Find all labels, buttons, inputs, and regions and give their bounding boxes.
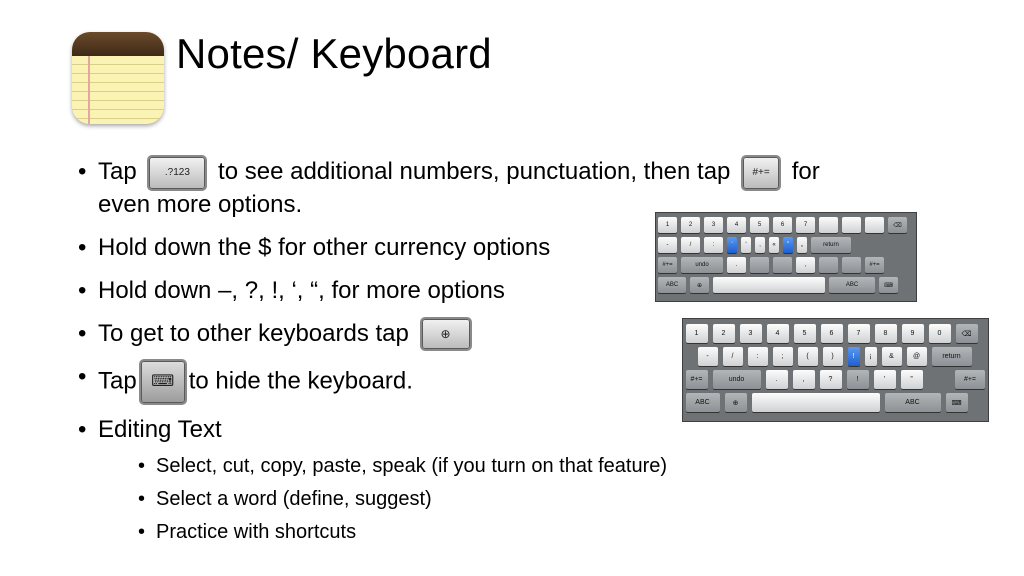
kbd-key: 5 (750, 217, 769, 233)
kbd-key (842, 257, 861, 273)
kbd-popup-key: ¡ (865, 347, 877, 366)
kbd-key: 6 (821, 324, 843, 343)
kbd-key: / (723, 347, 743, 366)
kbd-key: 0 (929, 324, 951, 343)
globe-key-icon: ⊕ (422, 319, 470, 349)
kbd-key: / (681, 237, 700, 253)
kbd-key: 6 (773, 217, 792, 233)
kbd-space-key (752, 393, 880, 412)
kbd-key: 9 (902, 324, 924, 343)
kbd-key: 7 (848, 324, 870, 343)
kbd-globe-key: ⊕ (725, 393, 747, 412)
kbd-symbols-key: #+= (686, 370, 708, 389)
kbd-key: 5 (794, 324, 816, 343)
kbd-key: ’ (874, 370, 896, 389)
kbd-key: 4 (727, 217, 746, 233)
keyboard-screenshot-punctuation-popups (655, 212, 917, 302)
bullet-editing-text: • Editing Text • Select, cut, copy, paste, speak (if you turn on that feature) • Select a word (define, suggest) • Practice with shortcuts (78, 414, 928, 546)
kbd-popup-highlight: ! (848, 347, 860, 366)
kbd-key: ( (798, 347, 818, 366)
kbd-popup-key: ‚ (755, 237, 765, 253)
kbd-key: 3 (704, 217, 723, 233)
kbd-key (819, 257, 838, 273)
kbd-key: ; (773, 347, 793, 366)
sub-bullet-practice: • Practice with shortcuts (138, 518, 928, 546)
notes-app-icon (72, 32, 164, 124)
kbd-popup-key: „ (797, 237, 807, 253)
kbd-key: : (704, 237, 723, 253)
bullet-hide-keyboard: • Tap ⌨ to hide the keyboard. (78, 361, 928, 403)
kbd-return-key: return (932, 347, 972, 366)
kbd-abc-key: ABC (686, 393, 720, 412)
kbd-symbols-key: #+= (955, 370, 985, 389)
kbd-key: 2 (681, 217, 700, 233)
kbd-undo-key: undo (681, 257, 723, 273)
kbd-abc-key: ABC (658, 277, 686, 293)
kbd-key: , (796, 257, 815, 273)
sub-bullet-define: • Select a word (define, suggest) (138, 485, 928, 513)
kbd-abc-key: ABC (829, 277, 875, 293)
slide-title: Notes/ Keyboard (176, 30, 492, 77)
kbd-key: @ (907, 347, 927, 366)
kbd-key: 8 (875, 324, 897, 343)
kbd-key: 2 (713, 324, 735, 343)
bullet-other-keyboards: • To get to other keyboards tap ⊕ (78, 318, 928, 350)
kbd-popup-highlight: ’ (727, 237, 737, 253)
keyboard-screenshot-exclamation-popup (682, 318, 989, 422)
bullet-tap-123: • Tap .?123 to see additional numbers, punctuation, then tap #+= for even more options. (78, 156, 928, 221)
kbd-key: ? (820, 370, 842, 389)
kbd-backspace-key: ⌫ (888, 217, 907, 233)
bullet-currency: • Hold down the $ for other currency options (78, 232, 928, 264)
kbd-key (750, 257, 769, 273)
kbd-key: & (882, 347, 902, 366)
kbd-key (865, 217, 884, 233)
kbd-key: : (748, 347, 768, 366)
kbd-symbols-key: #+= (865, 257, 884, 273)
kbd-key: ) (823, 347, 843, 366)
kbd-key: 4 (767, 324, 789, 343)
hide-keyboard-key-icon: ⌨ (141, 361, 185, 403)
kbd-backspace-key: ⌫ (956, 324, 978, 343)
sub-bullet-select: • Select, cut, copy, paste, speak (if you turn on that feature) (138, 452, 928, 480)
kbd-hide-key: ⌨ (946, 393, 968, 412)
kbd-key: , (793, 370, 815, 389)
kbd-popup-key: « (769, 237, 779, 253)
symbols-key-icon: #+= (743, 157, 779, 189)
kbd-key: ! (847, 370, 869, 389)
kbd-key: . (727, 257, 746, 273)
kbd-undo-key: undo (713, 370, 761, 389)
kbd-popup-highlight: ” (783, 237, 793, 253)
kbd-key (773, 257, 792, 273)
kbd-key (819, 217, 838, 233)
kbd-key: - (698, 347, 718, 366)
kbd-symbols-key: #+= (658, 257, 677, 273)
kbd-key (842, 217, 861, 233)
kbd-key: 3 (740, 324, 762, 343)
kbd-key: ” (901, 370, 923, 389)
kbd-popup-key: ‘ (741, 237, 751, 253)
kbd-space-key (713, 277, 825, 293)
numbers-key-icon: .?123 (149, 157, 205, 189)
kbd-hide-key: ⌨ (879, 277, 898, 293)
kbd-key: . (766, 370, 788, 389)
editing-sub-list (98, 452, 928, 546)
kbd-key: 1 (686, 324, 708, 343)
bullet-punctuation: • Hold down –, ?, !, ‘, “, for more options (78, 275, 928, 307)
kbd-abc-key: ABC (885, 393, 941, 412)
kbd-return-key: return (811, 237, 851, 253)
kbd-key: 1 (658, 217, 677, 233)
kbd-key: 7 (796, 217, 815, 233)
kbd-key: - (658, 237, 677, 253)
kbd-globe-key: ⊕ (690, 277, 709, 293)
